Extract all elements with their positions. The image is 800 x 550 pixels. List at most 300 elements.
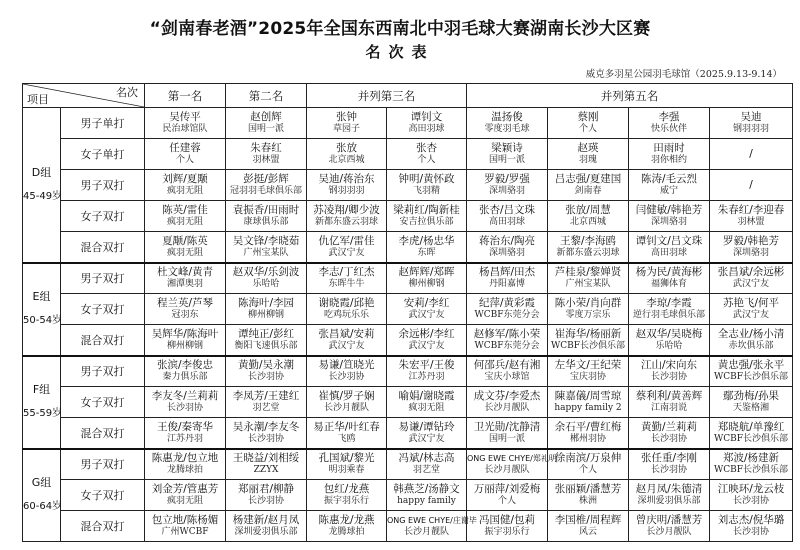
team-name: 丹阳嘉博 <box>488 279 525 290</box>
result-cell <box>387 356 467 387</box>
result-cell <box>629 294 710 325</box>
player-names: 苏艳飞/何平 <box>722 297 780 309</box>
team-name: 个人 <box>417 155 436 165</box>
team-name: WCBF东莞分会 <box>474 340 540 351</box>
team-name: 江苏丹羽 <box>408 372 445 383</box>
result-cell <box>548 232 629 263</box>
result-cell <box>467 387 548 418</box>
player-names: 闫健敏/韩艳芳 <box>635 204 703 216</box>
result-cell <box>467 511 548 542</box>
player-names: 曾庆明/潘慧芳 <box>635 514 703 526</box>
player-names: 吴文锋/李晓茹 <box>232 234 300 247</box>
result-cell <box>145 356 226 387</box>
team-name: 长沙月靓队 <box>323 403 369 413</box>
player-names: 王俊/秦寄华 <box>156 420 214 433</box>
player-names: 李强 <box>658 111 680 123</box>
group-name: G组 <box>31 476 52 490</box>
team-name: 北京西城 <box>328 155 365 165</box>
team-name: 长沙羽协 <box>650 465 687 476</box>
group-cell <box>23 356 61 449</box>
result-cell <box>710 170 793 201</box>
page-title: “剑南春老酒”2025年全国东西南北中羽毛球大赛湖南长沙大区赛 <box>149 19 651 39</box>
result-cell <box>307 201 387 232</box>
player-names: 王黎/李海鸥 <box>559 234 617 247</box>
result-cell <box>226 480 307 511</box>
group-cell <box>23 108 61 263</box>
result-cell <box>307 294 387 325</box>
player-names: 易谦/谭钻玲 <box>398 420 455 433</box>
result-cell <box>548 418 629 449</box>
result-cell <box>387 139 467 170</box>
result-cell <box>629 449 710 480</box>
team-name: 秦力俱乐部 <box>162 372 208 383</box>
team-name: 柳州柳钢 <box>166 340 203 351</box>
player-names: 朱春红/李迎春 <box>717 204 785 216</box>
team-name: 长沙月靓队 <box>484 465 530 476</box>
player-names: 谭纯正/彭红 <box>237 327 295 340</box>
player-names: 王晓益/刘相绥 <box>232 452 300 465</box>
player-names: 万丽萍/刘爱梅 <box>473 483 541 495</box>
result-cell <box>467 356 548 387</box>
result-cell <box>387 387 467 418</box>
player-names: 张昌斌/余远彬 <box>717 266 785 279</box>
player-names: 陈海叶/李园 <box>237 297 295 309</box>
team-name: 国明一派 <box>488 155 525 165</box>
team-name: 长沙羽协 <box>650 372 687 383</box>
team-name: 衡阳飞速俱乐部 <box>234 340 298 351</box>
team-name: 深圳爱羽俱乐部 <box>637 496 701 506</box>
team-name: 长沙羽协 <box>247 433 284 444</box>
player-names: 苏凌翔/卿少波 <box>313 204 380 216</box>
result-cell <box>307 325 387 356</box>
result-cell <box>226 139 307 170</box>
player-names: 吕志强/夏建国 <box>554 173 622 185</box>
table-row <box>23 480 793 511</box>
player-names: 杨昌辉/田杰 <box>478 266 536 279</box>
event-name: 女子双打 <box>61 201 145 232</box>
team-name: 零度万宗乐 <box>565 310 611 320</box>
player-names: 罗毅/罗强 <box>484 173 530 185</box>
corner-rank-label: 名次 <box>116 86 138 99</box>
player-names: 陈小荣/肖向群 <box>554 297 622 309</box>
team-name: 威宁 <box>659 186 678 196</box>
player-names: 韩燕芝/汤静文 <box>393 483 460 495</box>
result-cell <box>307 170 387 201</box>
player-names: 刘金芳/管惠芳 <box>151 483 219 495</box>
team-name: 安吉拉俱乐部 <box>399 217 454 227</box>
table-row <box>23 449 793 480</box>
team-name: 国明一派 <box>488 433 525 444</box>
player-names: / <box>749 147 753 160</box>
player-names: 蒋治东/陶亮 <box>478 234 536 247</box>
result-cell <box>226 511 307 542</box>
result-cell <box>145 418 226 449</box>
result-cell <box>548 356 629 387</box>
event-name: 女子双打 <box>61 387 145 418</box>
team-name: 长沙羽协 <box>650 433 687 444</box>
header-third-place: 并列第三名 <box>307 84 467 108</box>
table-row <box>23 511 793 542</box>
player-names: 郑丽君/柳静 <box>237 483 295 495</box>
group-age-range: 45-49岁 <box>23 190 63 202</box>
team-name: 广州宝某队 <box>565 279 611 290</box>
player-names: 罗毅/韩艳芳 <box>722 234 780 247</box>
player-names: 何邵兵/赵有湘 <box>473 359 541 372</box>
player-names: 杜文峰/黄青 <box>156 266 214 279</box>
player-names: 李琼/李霞 <box>646 297 692 309</box>
player-names: 陈英/雷佳 <box>162 204 208 216</box>
event-name: 男子双打 <box>61 356 145 387</box>
team-name: 逆行羽毛球俱乐部 <box>632 310 705 320</box>
player-names: 杨为民/黄海彬 <box>635 266 703 279</box>
player-names: 吴永潮/李友冬 <box>232 420 300 433</box>
player-names: 徐南滨/万泉伸 <box>554 452 622 465</box>
result-cell <box>629 418 710 449</box>
player-names: 彭挺/彭辉 <box>243 173 289 185</box>
result-cell <box>307 480 387 511</box>
result-cell <box>629 232 710 263</box>
player-names: 卫光勋/沈静清 <box>473 420 541 433</box>
player-names: 冯国健/包莉 <box>478 514 536 526</box>
player-names: 张杏 <box>416 142 437 154</box>
team-name: 宝庆小球馆 <box>484 372 530 383</box>
result-cell <box>710 201 793 232</box>
player-names: 赵双华/吴晓梅 <box>635 327 703 340</box>
player-names: 孔国斌/黎光 <box>318 452 375 465</box>
player-names: 李凤芳/王建红 <box>232 390 300 402</box>
team-name: 疯羽无阻 <box>166 217 203 227</box>
table-row <box>23 232 793 263</box>
player-names: 余远彬/李红 <box>398 327 455 340</box>
player-names: 左华文/王纪荣 <box>554 359 622 372</box>
result-cell <box>548 511 629 542</box>
group-age-range: 50-54岁 <box>23 315 63 326</box>
result-cell <box>145 511 226 542</box>
result-cell <box>467 449 557 480</box>
team-name: WCBF长沙俱乐部 <box>714 372 788 383</box>
table-row <box>23 356 793 387</box>
table-row <box>23 139 793 170</box>
player-names: 张钟 <box>336 111 357 123</box>
result-cell <box>145 201 226 232</box>
header-second-place: 第二名 <box>226 84 307 108</box>
result-cell <box>629 170 710 201</box>
event-name: 男子双打 <box>61 170 145 201</box>
player-names: 赵瑛 <box>577 142 599 154</box>
result-cell <box>226 170 307 201</box>
result-cell <box>710 325 793 356</box>
result-cell <box>467 480 548 511</box>
event-name: 男子双打 <box>61 449 145 480</box>
result-cell <box>710 139 793 170</box>
team-name: 长沙月靓队 <box>646 527 692 537</box>
result-cell <box>467 263 548 294</box>
result-cell <box>387 480 467 511</box>
player-names: 田雨时 <box>653 142 685 154</box>
result-cell <box>226 356 307 387</box>
player-names: 黄勤/吴永潮 <box>237 359 295 372</box>
result-cell <box>226 294 307 325</box>
result-cell <box>629 511 710 542</box>
team-name: 乐哈哈 <box>252 279 280 290</box>
team-name: 高田羽球 <box>650 247 687 258</box>
player-names: 李志/丁红杰 <box>318 266 375 279</box>
team-name: 武汉宁友 <box>408 340 445 351</box>
player-names: 成文芬/李爱杰 <box>473 390 541 402</box>
team-name: 振宇羽乐行 <box>323 496 369 506</box>
team-name: 钢羽羽羽 <box>328 186 365 196</box>
player-names: 纪萍/黄彩霞 <box>478 297 536 309</box>
player-names: 安莉/李红 <box>403 297 450 309</box>
result-cell <box>145 170 226 201</box>
player-names: ONG EWE CHYE/郑礼明 <box>467 454 557 464</box>
result-cell <box>226 325 307 356</box>
page-subtitle: 名次表 <box>365 43 435 61</box>
team-name: 个人 <box>578 465 597 476</box>
team-name: 快乐伙伴 <box>650 124 687 134</box>
result-cell <box>548 263 629 294</box>
player-names: 郑波/杨建新 <box>722 452 780 465</box>
team-name: 郴州羽协 <box>569 433 606 444</box>
team-name: 疯羽无阻 <box>166 247 203 258</box>
player-names: 全志业/杨小清 <box>717 327 785 340</box>
player-names: 吴迪 <box>740 111 762 123</box>
team-name: 个人 <box>497 496 516 506</box>
table-row <box>23 387 793 418</box>
player-names: 程兰英/芦琴 <box>156 297 214 309</box>
team-name: 康球俱乐部 <box>243 217 289 227</box>
team-name: 个人 <box>578 124 597 134</box>
team-name: 武汉宁友 <box>732 279 769 290</box>
corner-event-label: 项目 <box>27 93 49 106</box>
team-name: 冠羽东 <box>171 310 199 320</box>
player-names: 张放/周慧 <box>565 204 611 216</box>
player-names: 易谦/笪晓光 <box>318 359 375 372</box>
team-name: 武汉宁友 <box>328 247 365 258</box>
team-name: 深圳爱羽俱乐部 <box>234 527 298 537</box>
result-cell <box>307 356 387 387</box>
team-name: 飞羽精 <box>412 186 440 196</box>
player-names: 李虎/杨忠华 <box>398 234 455 247</box>
table-row <box>23 170 793 201</box>
player-names: 赵双华/乐剑波 <box>232 266 300 279</box>
results-body <box>23 108 793 542</box>
team-name: 北京西城 <box>569 217 606 227</box>
result-cell <box>226 418 307 449</box>
result-cell <box>548 387 629 418</box>
result-cell <box>387 511 477 542</box>
group-age-range: 60-64岁 <box>23 501 63 513</box>
player-names: 谭钊文 <box>410 111 443 123</box>
team-name: 江苏丹羽 <box>166 433 203 444</box>
table-row <box>23 418 793 449</box>
result-cell <box>226 449 307 480</box>
table-row <box>23 201 793 232</box>
team-name: 个人 <box>175 155 194 165</box>
player-names: 易正华/叶红春 <box>313 420 380 433</box>
result-cell <box>307 139 387 170</box>
player-names: 吴辉华/陈海叶 <box>151 327 219 340</box>
player-names: 夏颙/陈英 <box>162 234 208 247</box>
team-name: 广州WCBF <box>161 527 209 537</box>
player-names: 郑晓航/单豫红 <box>717 420 785 433</box>
result-cell <box>387 170 467 201</box>
player-names: 谭钊文/吕文珠 <box>635 234 703 247</box>
header-fifth-place: 并列第五名 <box>467 84 793 108</box>
result-cell <box>548 139 629 170</box>
team-name: 长沙月靓队 <box>403 527 449 537</box>
team-name: 宝庆羽协 <box>569 372 606 383</box>
result-cell <box>307 263 387 294</box>
result-cell <box>307 387 387 418</box>
table-row <box>23 325 793 356</box>
player-names: 鄢劲梅/孙果 <box>722 390 780 402</box>
result-cell <box>710 449 793 480</box>
result-cell <box>387 108 467 139</box>
result-cell <box>467 294 548 325</box>
team-name: 株洲 <box>578 496 597 506</box>
player-names: 张杏/吕文珠 <box>478 204 536 216</box>
player-names: 喻娟/谢晓霞 <box>398 390 455 402</box>
team-name: 羽艺堂 <box>252 403 280 413</box>
team-name: happy family <box>397 496 456 506</box>
event-name: 女子双打 <box>61 480 145 511</box>
team-name: WCBF东莞分会 <box>474 310 540 320</box>
player-names: 黄勤/兰莉莉 <box>640 420 698 433</box>
team-name: 长沙羽协 <box>328 372 365 383</box>
result-cell <box>307 232 387 263</box>
result-cell <box>548 108 629 139</box>
result-cell <box>387 449 467 480</box>
team-name: ZZYX <box>253 465 279 476</box>
event-name: 男子单打 <box>61 108 145 139</box>
result-cell <box>307 108 387 139</box>
result-cell <box>145 108 226 139</box>
result-cell <box>710 480 793 511</box>
result-cell <box>629 356 710 387</box>
team-name: 柳州柳钢 <box>247 310 284 320</box>
team-name: WCBF长沙俱乐部 <box>551 340 625 351</box>
player-names: / <box>749 178 753 191</box>
result-cell <box>387 201 467 232</box>
team-name: 长沙羽协 <box>247 496 284 506</box>
result-cell <box>710 263 793 294</box>
team-name: WCBF长沙俱乐部 <box>714 433 788 444</box>
team-name: 高田羽球 <box>488 217 525 227</box>
team-name: 江南羽说 <box>650 403 687 413</box>
player-names: 陳嘉儀/周雪琼 <box>554 390 622 402</box>
player-names: 李国椎/周程辉 <box>554 514 622 526</box>
team-name: 疯羽无阻 <box>408 403 445 413</box>
event-name: 男子双打 <box>61 263 145 294</box>
team-name: 长沙羽协 <box>732 496 769 506</box>
event-name: 女子双打 <box>61 294 145 325</box>
team-name: 武汉宁友 <box>732 310 769 320</box>
result-cell <box>710 387 793 418</box>
player-names: 包红/龙燕 <box>323 483 370 495</box>
player-names: 江映环/龙云枝 <box>717 483 785 495</box>
player-names: 吴迪/蒋治东 <box>318 173 375 185</box>
group-name: D组 <box>31 165 52 179</box>
player-names: 蔡刚 <box>577 111 599 123</box>
result-cell <box>145 294 226 325</box>
group-name: E组 <box>32 290 51 303</box>
result-cell <box>467 418 548 449</box>
result-cell <box>629 325 710 356</box>
team-name: 新都东盛云羽球 <box>314 217 378 227</box>
team-name: 深圳骆羽 <box>650 217 687 227</box>
player-names: 江山/宋向东 <box>640 359 698 372</box>
player-names: 刘志杰/倪华璐 <box>717 514 785 526</box>
team-name: 龙腾球拍 <box>328 527 365 537</box>
team-name: 明羽乘春 <box>328 465 365 476</box>
player-names: 赵创辉 <box>250 111 282 123</box>
result-cell <box>629 139 710 170</box>
team-name: 龙腾球拍 <box>166 465 203 476</box>
player-names: 张任重/李刚 <box>640 452 698 465</box>
team-name: 羽林盟 <box>252 155 280 165</box>
team-name: happy family 2 <box>554 403 622 413</box>
player-names: 张放 <box>336 142 357 154</box>
results-table <box>22 83 793 542</box>
team-name: 天鉴格湘 <box>732 403 769 413</box>
result-cell <box>467 201 548 232</box>
player-names: 余石平/曹红梅 <box>554 420 622 433</box>
result-cell <box>548 449 629 480</box>
player-names: 崔海华/杨丽新 <box>554 327 622 340</box>
result-cell <box>710 356 793 387</box>
player-names: 陈惠龙/包立地 <box>151 452 219 465</box>
team-name: 长沙羽协 <box>166 403 203 413</box>
table-row <box>23 263 793 294</box>
team-name: 赤坎俱乐部 <box>728 340 774 351</box>
result-cell <box>710 511 793 542</box>
team-name: 深圳骆羽 <box>488 247 525 258</box>
team-name: 新都东盛云羽球 <box>556 247 620 258</box>
result-cell <box>629 480 710 511</box>
player-names: 朱宏平/王俊 <box>398 359 455 372</box>
group-cell <box>23 263 61 356</box>
result-cell <box>548 325 629 356</box>
team-name: 湘潭奥羽 <box>166 279 203 290</box>
group-age-range: 55-59岁 <box>23 408 63 419</box>
player-names: 谢晓霞/邱艳 <box>318 297 375 309</box>
player-names: 蔡利利/黄善辉 <box>635 390 703 402</box>
result-cell <box>629 201 710 232</box>
team-name: WCBF长沙俱乐部 <box>714 465 788 476</box>
team-name: 武汉宁友 <box>408 433 445 444</box>
team-name: 钢羽羽羽 <box>732 124 769 134</box>
team-name: 风云 <box>578 527 597 537</box>
result-cell <box>387 263 467 294</box>
event-name: 混合双打 <box>61 418 145 449</box>
result-cell <box>387 325 467 356</box>
team-name: 振宇羽乐行 <box>484 527 530 537</box>
result-cell <box>226 108 307 139</box>
result-cell <box>145 325 226 356</box>
team-name: 武汉宁友 <box>328 340 365 351</box>
team-name: 柳州柳钢 <box>408 279 445 290</box>
result-cell <box>467 325 548 356</box>
team-name: 长沙月靓队 <box>484 403 530 413</box>
team-name: 飞鸥 <box>337 433 356 444</box>
result-cell <box>226 201 307 232</box>
team-name: 深圳骆羽 <box>488 186 525 196</box>
table-corner-header <box>23 84 145 108</box>
team-name: 广州宝某队 <box>243 247 289 258</box>
result-cell <box>145 387 226 418</box>
result-cell <box>710 294 793 325</box>
